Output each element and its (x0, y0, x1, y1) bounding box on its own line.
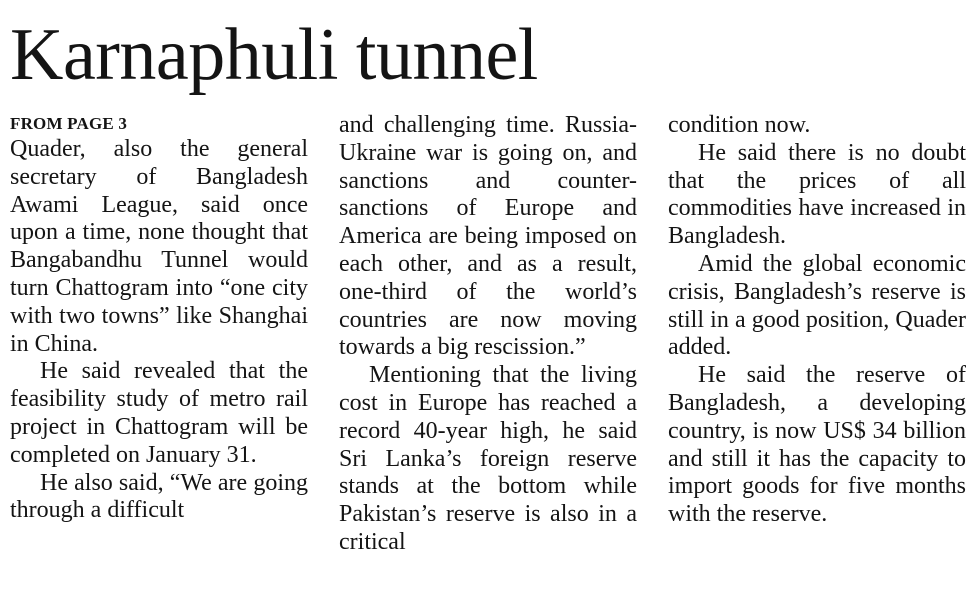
paragraph: He said the reserve of Bangladesh, a developing country, is now US$ 34 billion and still it has the capacity to import goods for five months with the reserve. (668, 362, 966, 528)
article-column-3 (668, 112, 966, 529)
paragraph: Mentioning that the living cost in Europe has reached a record 40-year high, he said Sri Lanka’s foreign reserve stands at the bottom while Pakistan’s reserve is also in a critical (339, 362, 637, 555)
kicker-from-page: FROM PAGE 3 (10, 114, 128, 133)
paragraph: He said revealed that the feasibility study of metro rail project in Chattogram will be completed on January 31. (10, 358, 308, 468)
paragraph: He also said, “We are going through a difficult (10, 469, 308, 524)
paragraph: condition now. (668, 112, 811, 138)
article-column-2 (339, 112, 637, 557)
paragraph: and challenging time. Russia-Ukraine war is going on, and sanctions and counter-sanctions of Europe and America are being imposed on each other, and as a result, one-third of the world’s countries are now moving towards a big rescission.” (339, 112, 637, 361)
paragraph: He said there is no doubt that the prices of all commodities have increased in Bangladesh. (668, 139, 966, 250)
headline: Karnaphuli tunnel (10, 14, 538, 96)
paragraph: Quader, also the general secretary of Bangladesh Awami League, said once upon a time, none thought that Bangabandhu Tunnel would turn Chattogram into “one city with two towns” like Shanghai in China. (10, 136, 308, 357)
paragraph: Amid the global economic crisis, Bangladesh’s reserve is still in a good position, Quader added. (668, 250, 966, 361)
article-column-1 (10, 112, 308, 525)
